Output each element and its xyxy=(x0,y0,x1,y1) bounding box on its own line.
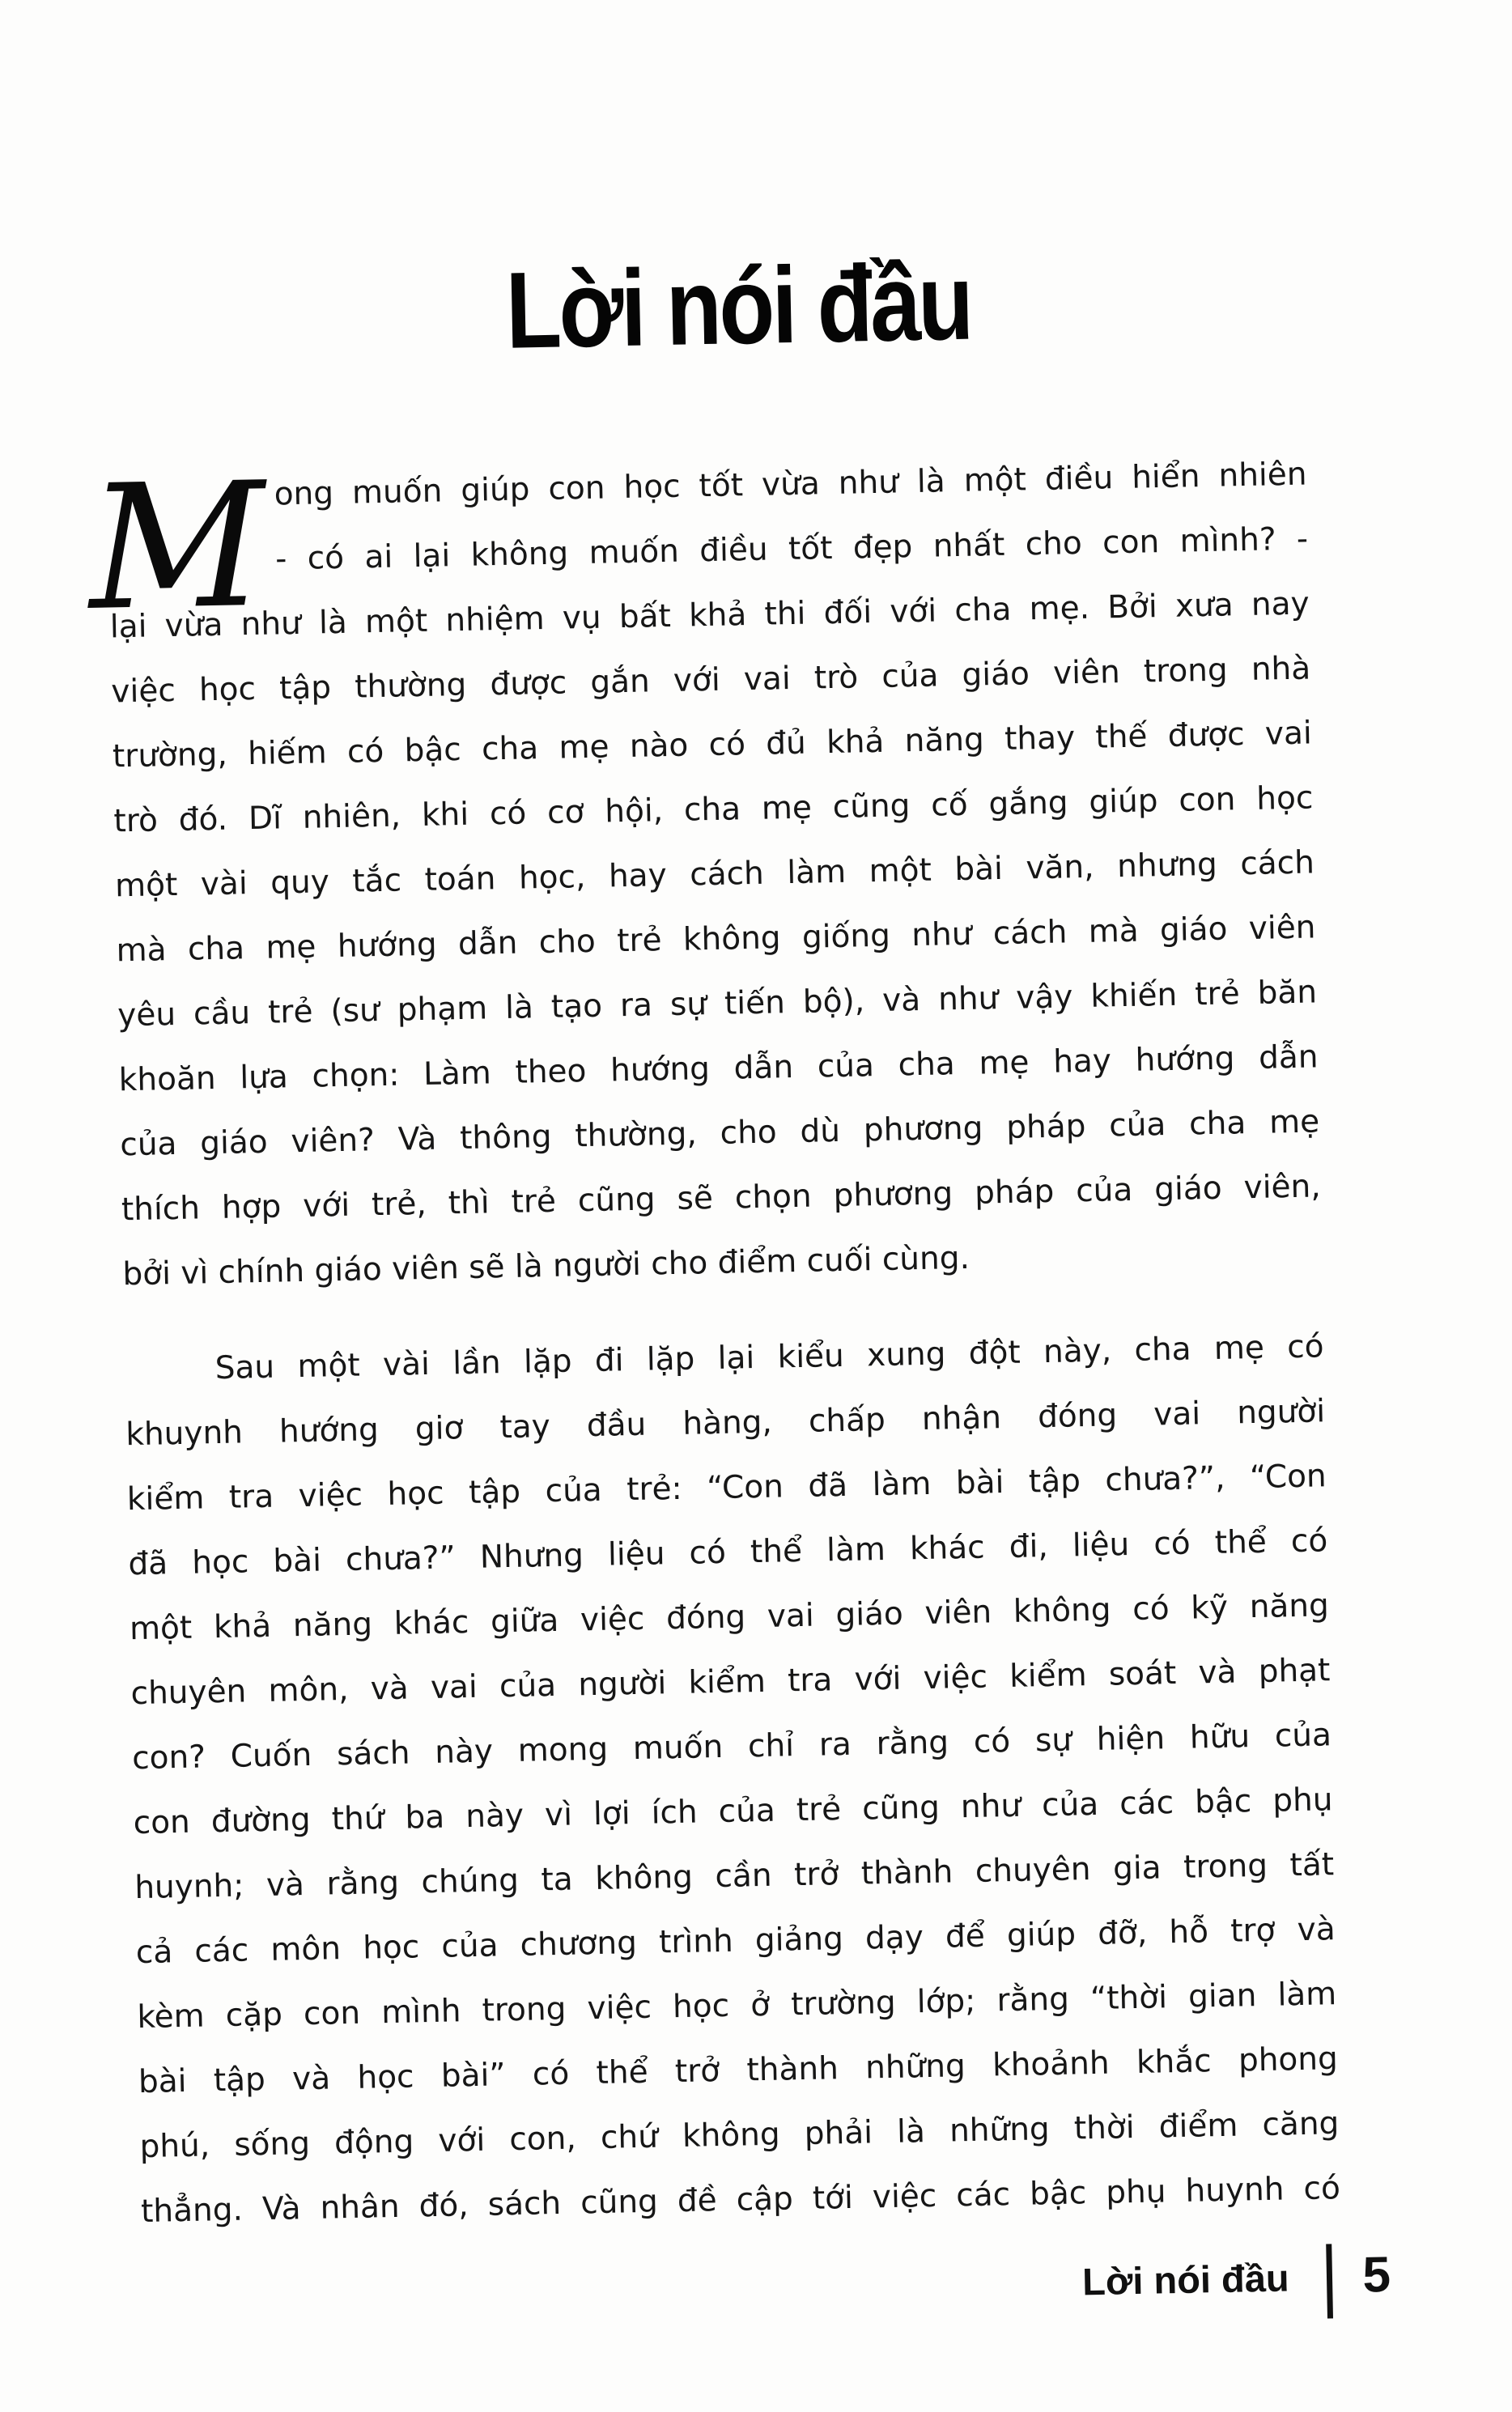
body-text-line: thẳng. Và nhân đó, sách cũng đề cập tới việc các bậc phụ huynh có xyxy=(140,2170,1341,2231)
body-text-line: bài tập và học bài” có thể trở thành những khoảnh khắc phong xyxy=(138,2040,1339,2101)
body-text-line: đã học bài chưa?” Nhưng liệu có thể làm khác đi, liệu có thể có xyxy=(128,1522,1328,1583)
body-text-line: chuyên môn, và vai của người kiểm tra với việc kiểm soát và phạt xyxy=(130,1652,1331,1713)
preface-paragraph-1 xyxy=(107,443,1323,1308)
page-title xyxy=(0,238,1495,376)
body-text-line: trò đó. Dĩ nhiên, khi có cơ hội, cha mẹ cũng cố gắng giúp con học xyxy=(113,779,1314,840)
body-text-line: Sau một vài lần lặp đi lặp lại kiểu xung đột này, cha mẹ có xyxy=(214,1328,1324,1387)
body-text-line: thích hợp với trẻ, thì trẻ cũng sẽ chọn phương pháp của giáo viên, xyxy=(121,1168,1322,1229)
footer-section-label: Lời nói đầu xyxy=(1081,2255,1290,2303)
preface-paragraph-2 xyxy=(124,1314,1341,2244)
body-text xyxy=(107,443,1341,2245)
body-text-line: kiểm tra việc học tập của trẻ: “Con đã làm bài tập chưa?”, “Con xyxy=(126,1458,1327,1518)
body-text-line: kèm cặp con mình trong việc học ở trường lớp; rằng “thời gian làm xyxy=(137,1976,1337,2036)
body-text-line: con? Cuốn sách này mong muốn chỉ ra rằng có sự hiện hữu của xyxy=(131,1717,1332,1777)
body-text-line: bởi vì chính giáo viên sẽ là người cho điểm cuối cùng. xyxy=(122,1239,970,1293)
footer-page-number: 5 xyxy=(1361,2246,1391,2304)
body-text-line: ong muốn giúp con học tốt vừa như là một điều hiển nhiên xyxy=(274,456,1307,513)
body-text-line: một khả năng khác giữa việc đóng vai giáo viên không có kỹ năng xyxy=(129,1587,1330,1648)
footer-divider xyxy=(1326,2244,1333,2318)
body-text-line: con đường thứ ba này vì lợi ích của trẻ cũng như của các bậc phụ xyxy=(133,1781,1333,1842)
body-text-line: cả các môn học của chương trình giảng dạy để giúp đỡ, hỗ trợ và xyxy=(135,1911,1336,1972)
body-text-line: mà cha mẹ hướng dẫn cho trẻ không giống như cách mà giáo viên xyxy=(116,909,1316,970)
body-text-line: của giáo viên? Và thông thường, cho dù phương pháp của cha mẹ xyxy=(119,1103,1320,1164)
body-text-line: khoăn lựa chọn: Làm theo hướng dẫn của cha mẹ hay hướng dẫn xyxy=(118,1038,1319,1099)
page-title-text: Lời nói đầu xyxy=(504,241,972,372)
drop-cap-letter: M xyxy=(87,444,267,648)
body-text-line: lại vừa như là một nhiệm vụ bất khả thi đối với cha mẹ. Bởi xưa nay xyxy=(109,585,1310,646)
body-text-line: yêu cầu trẻ (sư phạm là tạo ra sự tiến bộ), và như vậy khiến trẻ băn xyxy=(117,974,1318,1034)
body-text-line: việc học tập thường được gắn với vai trò của giáo viên trong nhà xyxy=(110,650,1311,711)
body-text-line: phú, sống động với con, chứ không phải là những thời điểm căng xyxy=(139,2105,1340,2166)
body-text-line: - có ai lại không muốn điều tốt đẹp nhất cho con mình? - xyxy=(274,520,1309,578)
body-text-line: một vài quy tắc toán học, hay cách làm một bài văn, nhưng cách xyxy=(114,844,1315,905)
page-footer xyxy=(1081,2238,1391,2318)
body-text-line: trường, hiếm có bậc cha mẹ nào có đủ khả năng thay thế được vai xyxy=(112,715,1313,775)
body-text-line: huynh; và rằng chúng ta không cần trở thành chuyên gia trong tất xyxy=(134,1846,1335,1907)
body-text-line: khuynh hướng giơ tay đầu hàng, chấp nhận đóng vai người xyxy=(125,1393,1326,1454)
